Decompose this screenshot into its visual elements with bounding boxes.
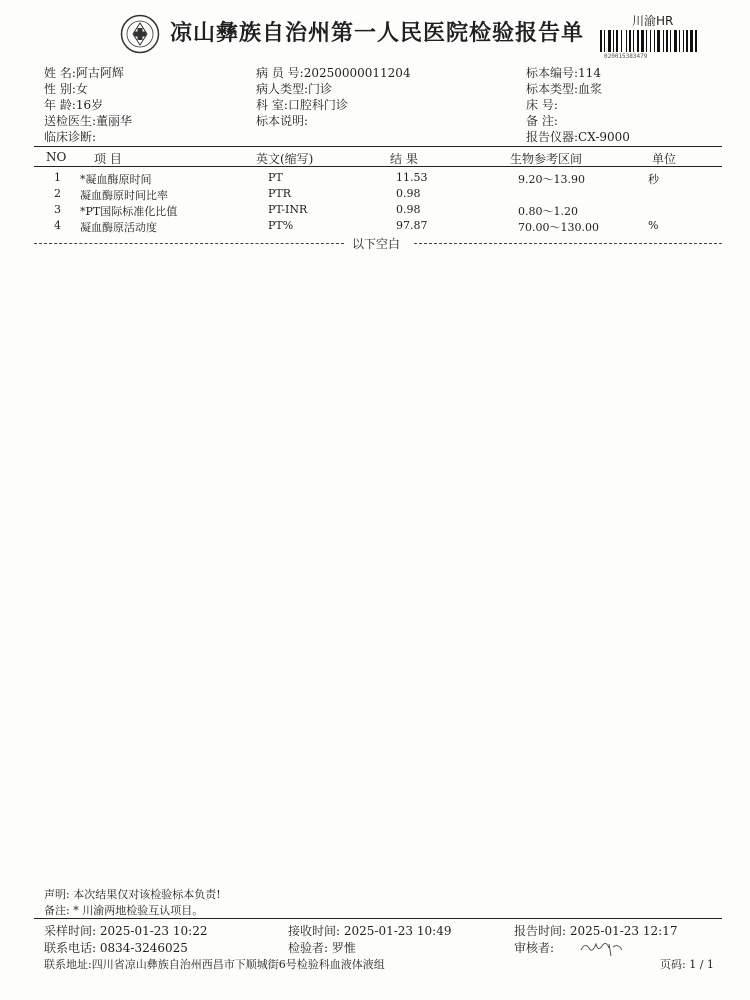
row-unit: 秒 [648, 173, 659, 186]
row-abbr: PT-INR [268, 203, 308, 216]
tester-name: 罗惟 [331, 941, 356, 955]
row-no: 4 [54, 219, 61, 232]
specimen-no-row [526, 64, 601, 81]
row-no: 1 [54, 171, 61, 184]
barcode-number: 020015383479 [604, 53, 648, 60]
patient-gender: 女 [75, 82, 88, 96]
patient-type-row [256, 80, 332, 97]
specimen-no: 114 [578, 66, 601, 80]
barcode-bar [663, 30, 664, 52]
barcode-bar [654, 30, 655, 52]
barcode-bar [679, 30, 680, 52]
report-time: 2025-01-23 12:17 [569, 924, 678, 938]
row-range: 0.80～1.20 [518, 205, 578, 218]
row-no: 2 [54, 187, 61, 200]
age-row [44, 96, 103, 113]
barcode-bar [641, 30, 644, 52]
record-number: 20250000011204 [303, 66, 411, 80]
row-no: 3 [54, 203, 61, 216]
address-row [44, 956, 385, 972]
department: 口腔科门诊 [287, 98, 348, 112]
record-label: 病 员 号: [256, 66, 304, 80]
bed-label: 床 号: [526, 98, 558, 112]
record-row [256, 64, 411, 81]
barcode-bar [695, 30, 697, 52]
patient-type: 门诊 [308, 82, 333, 96]
barcode-bar [616, 30, 618, 52]
barcode-bar [600, 30, 602, 52]
report-title: 凉山彝族自治州第一人民医院检验报告单 [170, 20, 585, 46]
col-header-range: 生物参考区间 [510, 152, 583, 166]
mutual-recognition-stamp: 川渝HR [632, 14, 674, 28]
doctor-name: 董丽华 [96, 114, 133, 128]
address-label: 联系地址: [44, 958, 92, 971]
barcode-bar [683, 30, 684, 52]
receive-time-row [288, 922, 451, 939]
receive-time: 2025-01-23 10:49 [343, 924, 452, 938]
diagnosis-row [44, 128, 96, 145]
remark-label: 备 注: [526, 114, 558, 128]
bed-row [526, 96, 558, 113]
footer-rule [34, 918, 722, 919]
patient-name: 阿古阿辉 [75, 66, 124, 80]
patient-age: 16岁 [75, 98, 104, 112]
row-unit: % [648, 219, 659, 232]
barcode-bar [657, 30, 660, 52]
name-row [44, 64, 124, 81]
barcode-bar [646, 30, 647, 52]
remark-row [526, 112, 558, 129]
diagnosis-label: 临床诊断: [44, 130, 97, 144]
barcode-bar [608, 30, 611, 52]
row-item: 凝血酶原活动度 [80, 221, 157, 234]
dept-row [256, 96, 348, 113]
statement-text: 声明: 本次结果仅对该检验标本负责! [44, 888, 221, 901]
barcode-bar [674, 30, 677, 52]
specimen-type-row [526, 80, 602, 97]
row-item: *PT国际标准化比值 [80, 205, 178, 218]
phone-number: 0834-3246025 [99, 941, 188, 955]
barcode-bar [637, 30, 639, 52]
barcode-bar [629, 30, 631, 52]
barcode-bar [686, 30, 688, 52]
phone-row [44, 939, 188, 956]
col-header-abbr: 英文(缩写) [256, 152, 314, 166]
col-header-unit: 单位 [652, 152, 677, 166]
reviewer-signature [578, 938, 628, 960]
barcode-bar [621, 30, 622, 52]
barcode-bar [650, 30, 651, 52]
page-number: 1 / 1 [689, 958, 714, 971]
hospital-logo [120, 14, 160, 54]
header-top-rule [34, 146, 722, 147]
barcode-bar [666, 30, 668, 52]
collect-time: 2025-01-23 10:22 [99, 924, 208, 938]
gender-row [44, 80, 88, 97]
doctor-row [44, 112, 132, 129]
end-dash-right [414, 243, 722, 244]
age-label: 年 龄: [44, 98, 76, 112]
row-abbr: PT% [268, 219, 294, 232]
header-bottom-rule [34, 166, 722, 167]
gender-label: 性 别: [44, 82, 76, 96]
barcode-bar [604, 30, 605, 52]
specimen-type: 血浆 [578, 82, 603, 96]
receive-time-label: 接收时间: [288, 924, 341, 938]
row-result: 11.53 [396, 171, 428, 184]
row-item: *凝血酶原时间 [80, 173, 152, 186]
instrument-label: 报告仪器: [526, 130, 579, 144]
specimen-type-label: 标本类型: [526, 82, 579, 96]
barcode-bar [626, 30, 627, 52]
end-of-results-text: 以下空白 [352, 237, 401, 251]
specimen-note-label: 标本说明: [256, 114, 309, 128]
name-label: 姓 名: [44, 66, 76, 80]
reviewer-row [514, 939, 554, 956]
row-result: 97.87 [396, 219, 428, 232]
report-time-row [514, 922, 677, 939]
specimen-note-row [256, 112, 308, 129]
col-header-no: NO [46, 150, 67, 164]
row-abbr: PT [268, 171, 283, 184]
tester-row [288, 939, 356, 956]
collect-time-label: 采样时间: [44, 924, 97, 938]
footer-remark: 备注: * 川渝两地检验互认项目。 [44, 904, 204, 917]
instrument-row [526, 128, 630, 145]
row-range: 70.00～130.00 [518, 221, 599, 234]
page-row [660, 956, 714, 972]
row-result: 0.98 [396, 187, 421, 200]
page-label: 页码: [660, 958, 686, 971]
row-range: 9.20～13.90 [518, 173, 585, 186]
instrument-value: CX-9000 [578, 130, 630, 144]
collect-time-row [44, 922, 207, 939]
row-item: 凝血酶原时间比率 [80, 189, 168, 202]
patient-type-label: 病人类型: [256, 82, 309, 96]
end-dash-left [34, 243, 344, 244]
col-header-item: 项 目 [94, 152, 122, 166]
specimen-barcode [600, 30, 718, 52]
col-header-result: 结 果 [390, 152, 418, 166]
reviewer-label: 审核者: [514, 941, 555, 955]
row-abbr: PTR [268, 187, 292, 200]
barcode-bar [670, 30, 671, 52]
report-time-label: 报告时间: [514, 924, 567, 938]
barcode-bar [613, 30, 614, 52]
address-text: 四川省凉山彝族自治州西昌市下顺城街6号检验科血液体液组 [91, 958, 385, 971]
barcode-bar [690, 30, 693, 52]
dept-label: 科 室: [256, 98, 288, 112]
phone-label: 联系电话: [44, 941, 97, 955]
tester-label: 检验者: [288, 941, 329, 955]
row-result: 0.98 [396, 203, 421, 216]
barcode-bar [633, 30, 634, 52]
doctor-label: 送检医生: [44, 114, 97, 128]
specimen-no-label: 标本编号: [526, 66, 579, 80]
